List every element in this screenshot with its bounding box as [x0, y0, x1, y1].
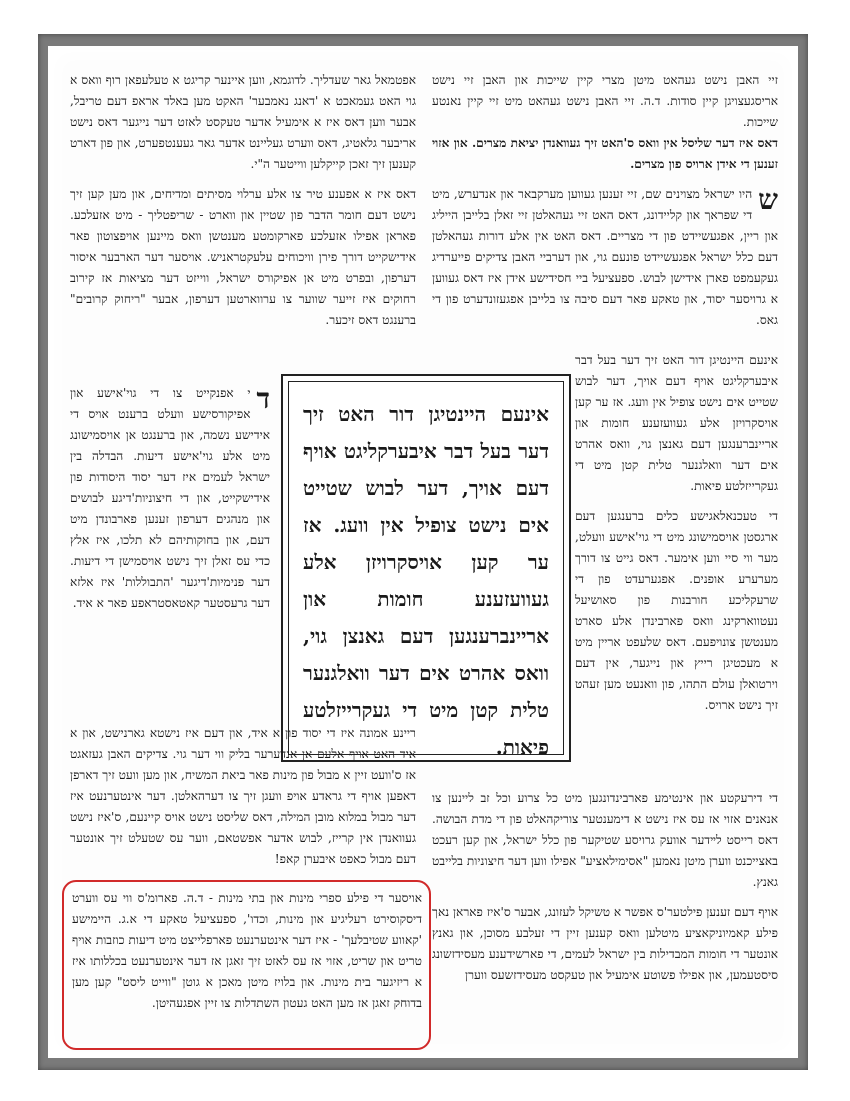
right-column-top [432, 70, 778, 340]
pull-quote-text: אינעם היינטיגן דור האט זיך דער בעל דבר איבערקליגט אויף דעם אויך, דער לבוש שטייט אים נישט צופיל אין וועג. אז ער קען אויסקרויזן אלע געוועזענע חומות און אריינברענגען דעם גאנצן גוי, וואס אהרט אים דער וואלגנער טלית קטן מיט די געקרייזלטע פיאות. [288, 381, 564, 755]
paragraph: אינעם היינטיגן דור האט זיך דער בעל דבר איבערקליגט אויף דעם אויך, דער לבוש שטייט אים נישט צופיל אין וועג. אז ער קען אויסקרויזן אלע געוועזענע חומות און אריינברענגען דעם גאנצן גוי, וואס אהרט אים דער וואלגנער טלית קטן מיט די געקרייזלטע פיאות. [575, 353, 778, 493]
paragraph-bold: דאס איז דער שליסל אין וואס ס'האט זיך געוואנדן יציאת מצרים. און אזוי זענען די אידן ארויס פון מצרים. [432, 136, 778, 171]
right-column-bottom [432, 788, 778, 995]
paragraph: אפטמאל גאר שעדליך. לדוגמא, ווען איינער קריגט א טעלעפאן רוף וואס א גוי האט געמאכט א 'דאנג נאמבער' האקט מען באלד אראפ דעם טריבל, אבער ווען דאס איז א אימעיל אדער טעקסט לאזט דער נייגער דאס נישט אריבער גלאטיג, דאס ווערט געליינט אדער גאר געענטפערט, און פון דארט קענען זיך זאכן קייקלען ווייטער ה"י. [70, 73, 416, 171]
paragraph-text: היו ישראל מצוינים שם, זיי זענען געווען מערקבאר און אנדערש, מיט די שפראך און קליידונג, דאס האט זיי געהאלטן זיי זאלן בלייבן הייליג און ריין, אפגעשיידט פון די מצריים. דאס האט אין אלע דורות געהאלטן דעם כלל ישראל אפגעשיידט פונעם גוי, און דערביי האבן צדיקים פייערדיג געקעמפט פארן אידישן לבוש. ספעציעל ביי חסידישע אידן איז דאס געווען א גרויסער יסוד, און טאקע פאר דעם סיבה צו בלייבן אפגעזונדערט פון די גאס. [432, 187, 778, 327]
paragraph: דאס איז א אפענע טיר צו אלע ערלוי מסיתים ומדיחים, און מען קען זיך נישט דעם חומר הדבר פון שטיין און ווארט - שריפטליך - מיט אזעלכע. פאראן אפילו אזעלכע פארקומטע מענטשן וואס מיינען אויפצוטון פאר אידישקייט דורך פירן וויכוחים עלעקטראניש. אויסער דער הארבער איסור דערפון, ובפרט מיט אן אפיקורס ישראל, ווייזט דער מציאות אז קירוב רחוקים איז זייער שווער צו ערווארטען דערפון, אבער "ריחוק קרובים" ברענגט דאס זיכער. [70, 187, 416, 327]
paragraph-dropcap [432, 184, 778, 331]
drop-cap: ש [758, 183, 778, 216]
left-column-top [70, 70, 416, 340]
left-column-middle [70, 383, 270, 623]
highlight-text: אויסער די פילע ספרי מינות און בתי מינות - ד.ה. פארומ'ס ווי עס ווערט דיסקוסירט רעליגיע און מינות, וכדו', ספעציעל טאקע די א.ג. היימישע 'קאווע שטיבלעך' - איז דער אינטערנעט פארפלייצט מיט דיעות כוזבות אויף טריט און שריט, אזוי אז עס לאזט זיך זאגן אז דער אינטערנעט בכללותו איז א ריזיגער בית מינות. און בלויז מיטן מאכן א גוטן "ווייט ליסט" קען מען בדוחק זאגן אז מען האט געטון השתדלות צו זיין אפגעהיטן. [72, 891, 422, 1010]
paragraph-text: י אפנקייט צו די גוי'אישע און אפיקורסישע וועלט ברענט אויס די אידישע נשמה, און ברענגט אן אויסמישונג מיט אלע גוי'אישע דיעות. הבדלה בין ישראל לעמים איז דער יסוד היסודות פון אידישקייט, און די חיצוניות'דיגע לבושים און מנהגים דערפון זענען פארבונדן מיט דעם, און בחוקותיהם לא תלכו, איז אלץ כדי עס זאלן זיך נישט אויסמישן די דיעות. דער פנימיות'דיגער 'התבוללות' איז אלזא דער גרעסטער קאטאסטראפע פאר א איד. [70, 386, 270, 610]
paragraph-dropcap [70, 383, 270, 614]
paragraph: ריינע אמונה איז די יסוד פון א איד, און דעם איז נישטא גארנישט, און א איד האט אויף אלעם אן אנדערער בליק ווי דער גוי. צדיקים האבן געזאגט אז ס'וועט זיין א מבול פון מינות פאר ביאת המשיח, און מען וועט זיך דארפן דאפען אויף די גראדע אויפ וועגן זיך צו דערהאלטן. דער אינטערנעט איז דער מבול במלוא מובן המילה, דאס שליסט נישט אויס קיינעם, ס'איז נישט געוואנדן אין קרייז, לבוש אדער אפשטאם, ווער עס שטעלט זיך אונטער דעם מבול כאפט איבערן קאפ! [70, 726, 416, 866]
pull-quote-box [281, 374, 571, 762]
paragraph: די טעכנאלאגישע כלים ברענגען דעם ארגסטן אויסמישונג מיט די גוי'אישע וועלט, מער ווי סיי ווען אימער. דאס גייט צו דורך מערערע אופנים. אפגערעדט פון די שרעקליכע חורבנות פון סאושיעל נעטווארקינג וואס פארבינדן אלע סארט מענטשן צונויפעם. דאס שלעפט אריין מיט א מעכטיגן רייץ און נייגער, אין דעם וירטואלן עולם התהו, פון וואנעט מען זעהט זיך נישט ארויס. [575, 509, 778, 712]
paragraph: די דירעקטע און אינטימע פארבינדונגען מיט כל צרוע וכל זב ליינען צו אנאנים אזוי אז עס איז נישט א דימענטער צוריקהאלט פון די מדת הבושה. דאס רייסט לײדער אוועק גרויסע שטיקער פון כלל ישראל, און קען רעכט באצייכנט ווערן מיטן נאמען "אסימילאציע" אפילו ווען דער חיצוניות בלייבט גאנץ. [432, 791, 778, 889]
paragraph: זיי האבן נישט געהאט מיטן מצרי קיין שייכות און האבן זיי נישט אריסגעצויגן קיין סודות. ד.ה. זיי האבן נישט געהאט מיט זיי קיין נאנטע שייכות. [432, 73, 778, 129]
drop-cap: ד [256, 382, 270, 415]
left-column-bottom [70, 723, 416, 879]
right-column-middle [575, 350, 778, 725]
paragraph: אויף דעם זענען פילטער'ס אפשר א טשיקל לעזונג, אבער ס'איז פאראן נאך פילע קאמיוניקאציע מיטלען וואס קענען זיין די זעלבע מסוכן, און גאנץ אונטער די חומות המבדילות בין ישראל לעמים, די פארשידענע מעסידזשונג סיסטעמען, און אפילו פשוטע אימעיל און טעקסט מעסידזשעס ווערן [432, 905, 778, 982]
